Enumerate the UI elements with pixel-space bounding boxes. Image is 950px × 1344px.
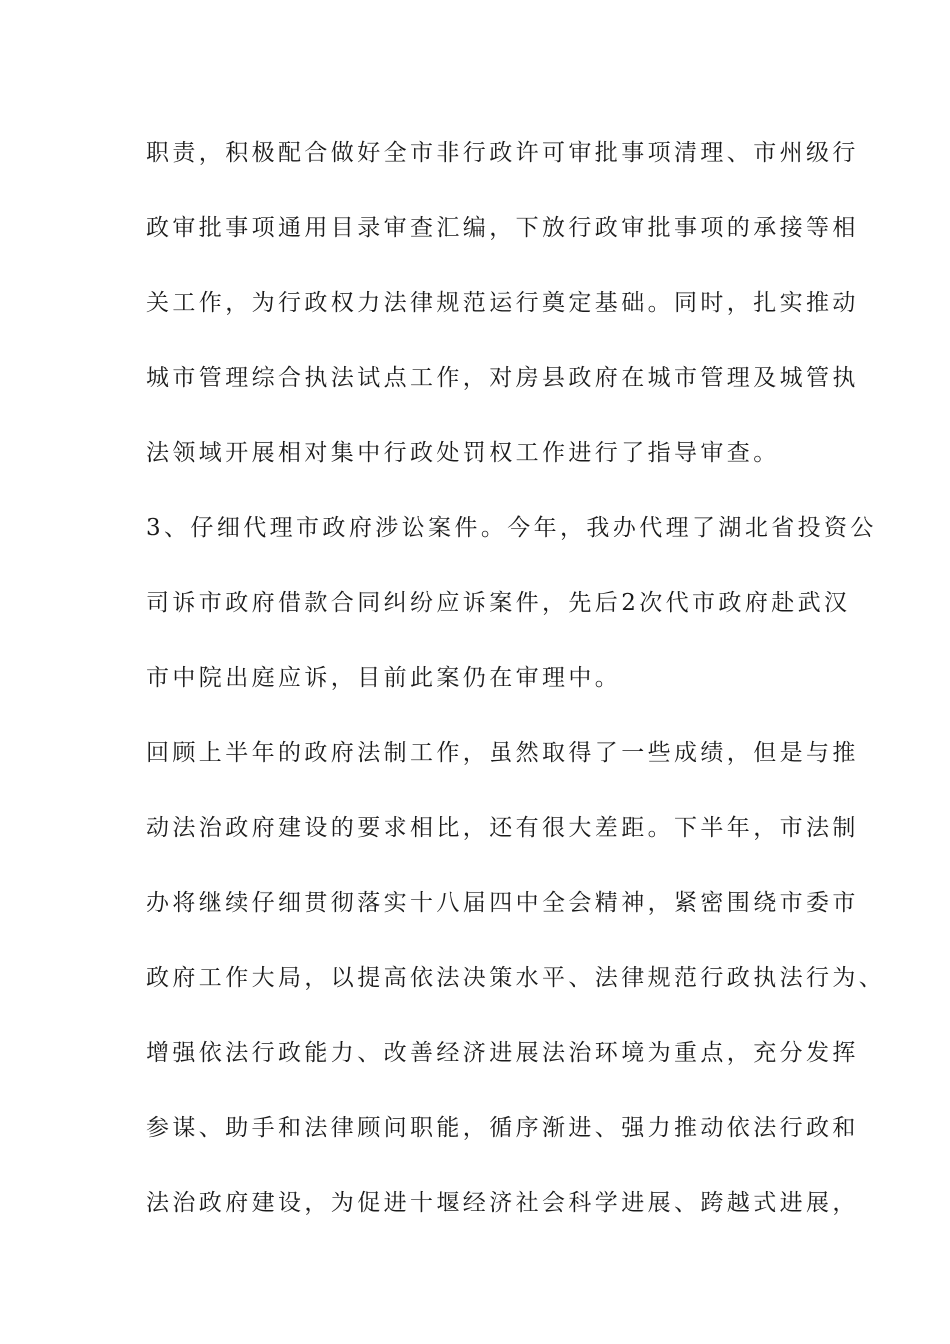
text-line: 回顾上半年的政府法制工作，虽然取得了一些成绩，但是与推 bbox=[146, 740, 859, 766]
body-text bbox=[146, 128, 886, 1253]
text-line: 法治政府建设，为促进十堰经济社会科学进展、跨越式进展， bbox=[146, 1190, 859, 1216]
text-line: 参谋、助手和法律顾问职能，循序渐进、强力推动依法行政和 bbox=[146, 1115, 859, 1141]
text-line: 政审批事项通用目录审查汇编，下放行政审批事项的承接等相 bbox=[146, 215, 859, 241]
text-line: 法领域开展相对集中行政处罚权工作进行了指导审查。 bbox=[146, 440, 780, 466]
text-line: 市中院出庭应诉，目前此案仍在审理中。 bbox=[146, 665, 622, 691]
text-line: 关工作，为行政权力法律规范运行奠定基础。同时，扎实推动 bbox=[146, 290, 859, 316]
text-line: 政府工作大局，以提高依法决策水平、法律规范行政执法行为、 bbox=[146, 965, 886, 991]
text-line: 增强依法行政能力、改善经济进展法治环境为重点，充分发挥 bbox=[146, 1040, 859, 1066]
text-line: 城市管理综合执法试点工作，对房县政府在城市管理及城管执 bbox=[146, 365, 859, 391]
text-line: 司诉市政府借款合同纠纷应诉案件，先后2次代市政府赴武汉 bbox=[146, 590, 851, 616]
text-line: 职责，积极配合做好全市非行政许可审批事项清理、市州级行 bbox=[146, 140, 859, 166]
text-line: 动法治政府建设的要求相比，还有很大差距。下半年，市法制 bbox=[146, 815, 859, 841]
text-line: 办将继续仔细贯彻落实十八届四中全会精神，紧密围绕市委市 bbox=[146, 890, 859, 916]
text-line: 3、仔细代理市政府涉讼案件。今年，我办代理了湖北省投资公 bbox=[146, 515, 877, 541]
